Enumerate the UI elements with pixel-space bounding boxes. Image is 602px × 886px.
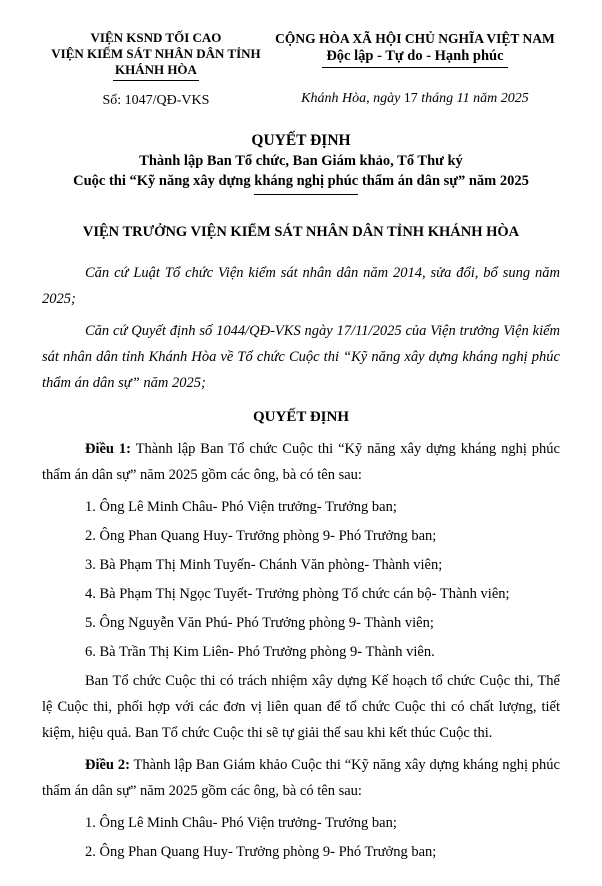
document-header xyxy=(42,30,560,109)
decision-heading: QUYẾT ĐỊNH xyxy=(251,132,351,149)
article-2-label: Điều 2: xyxy=(85,757,130,773)
agency-province xyxy=(42,62,270,81)
article-1-member-4: 4. Bà Phạm Thị Ngọc Tuyết- Trưởng phòng Tổ chức cán bộ- Thành viên; xyxy=(85,586,510,602)
article-1-intro: Thành lập Ban Tổ chức Cuộc thi “Kỹ năng xây dựng kháng nghị phúc thẩm án dân sự” năm 2025 gồm các ông, bà có tên sau: xyxy=(42,441,560,483)
article-1-member-5: 5. Ông Nguyễn Văn Phú- Phó Trưởng phòng 9- Thành viên; xyxy=(85,615,434,631)
article-1-member-2: 2. Ông Phan Quang Huy- Trưởng phòng 9- Phó Trưởng ban; xyxy=(85,528,437,544)
article-1-paragraph xyxy=(42,436,560,488)
preamble-paragraph-1: Căn cứ Luật Tổ chức Viện kiểm sát nhân dân năm 2014, sửa đổi, bổ sung năm 2025; xyxy=(42,265,560,307)
contest-name-underlined: kháng nghị phúc xyxy=(254,171,358,195)
national-title: CỘNG HÒA XÃ HỘI CHỦ NGHĨA VIỆT NAM xyxy=(275,31,555,46)
agency-province-text: KHÁNH HÒA xyxy=(113,62,199,81)
document-number: Số: 1047/QĐ-VKS xyxy=(102,93,210,108)
national-header-block xyxy=(270,30,560,107)
article-1-member-1: 1. Ông Lê Minh Châu- Phó Viện trưởng- Trưởng ban; xyxy=(85,499,397,515)
document-body xyxy=(42,260,560,865)
dateline-prefix: Khánh Hòa, ngày xyxy=(301,91,404,106)
contest-name-post: thẩm án dân sự” năm 2025 xyxy=(358,173,529,189)
parent-agency-name: VIỆN KSND TỐI CAO xyxy=(90,30,222,45)
document-title-block xyxy=(42,131,560,191)
issuing-agency-block xyxy=(42,30,270,109)
decree-heading: QUYẾT ĐỊNH xyxy=(253,409,349,425)
article-2-member-2: 2. Ông Phan Quang Huy- Trưởng phòng 9- Phó Trưởng ban; xyxy=(85,844,437,860)
national-motto-text: Độc lập - Tự do - Hạnh phúc xyxy=(322,47,507,68)
decision-subtitle: Thành lập Ban Tổ chức, Ban Giám khảo, Tổ Thư ký xyxy=(139,153,463,169)
preamble-paragraph-2: Căn cứ Quyết định số 1044/QĐ-VKS ngày 17/11/2025 của Viện trưởng Viện kiểm sát nhân dân tỉnh Khánh Hòa về Tổ chức Cuộc thi “Kỹ năng xây dựng kháng nghị phúc thẩm án dân sự” năm 2025; xyxy=(42,323,560,391)
authority-heading: VIỆN TRƯỞNG VIỆN KIỂM SÁT NHÂN DÂN TỈNH KHÁNH HÒA xyxy=(82,224,520,240)
dateline-suffix: tháng 11 năm 2025 xyxy=(417,91,529,106)
place-date-line xyxy=(270,90,560,107)
dateline-day: 17 xyxy=(403,91,418,106)
contest-name-pre: Cuộc thi “Kỹ năng xây dựng xyxy=(73,173,255,189)
article-1-label: Điều 1: xyxy=(85,441,132,457)
agency-name: VIỆN KIỂM SÁT NHÂN DÂN TỈNH xyxy=(51,46,261,61)
article-2-paragraph xyxy=(42,752,560,804)
national-motto xyxy=(270,47,560,68)
article-2-intro: Thành lập Ban Giám khảo Cuộc thi “Kỹ năng xây dựng kháng nghị phúc thẩm án dân sự” năm 2025 gồm các ông, bà có tên sau: xyxy=(42,757,560,799)
article-1-member-6: 6. Bà Trần Thị Kim Liên- Phó Trưởng phòng 9- Thành viên. xyxy=(85,644,435,660)
article-1-member-3: 3. Bà Phạm Thị Minh Tuyến- Chánh Văn phòng- Thành viên; xyxy=(85,557,443,573)
article-1-duty-paragraph: Ban Tổ chức Cuộc thi có trách nhiệm xây dựng Kế hoạch tổ chức Cuộc thi, Thể lệ Cuộc thi, phối hợp với các đơn vị liên quan để tổ chức Cuộc thi có chất lượng, tiết kiệm, hiệu quả. Ban Tổ chức Cuộc thi sẽ tự giải thể sau khi kết thúc Cuộc thi. xyxy=(42,673,560,741)
article-2-member-1: 1. Ông Lê Minh Châu- Phó Viện trưởng- Trưởng ban; xyxy=(85,815,397,831)
contest-name-line xyxy=(42,171,560,191)
